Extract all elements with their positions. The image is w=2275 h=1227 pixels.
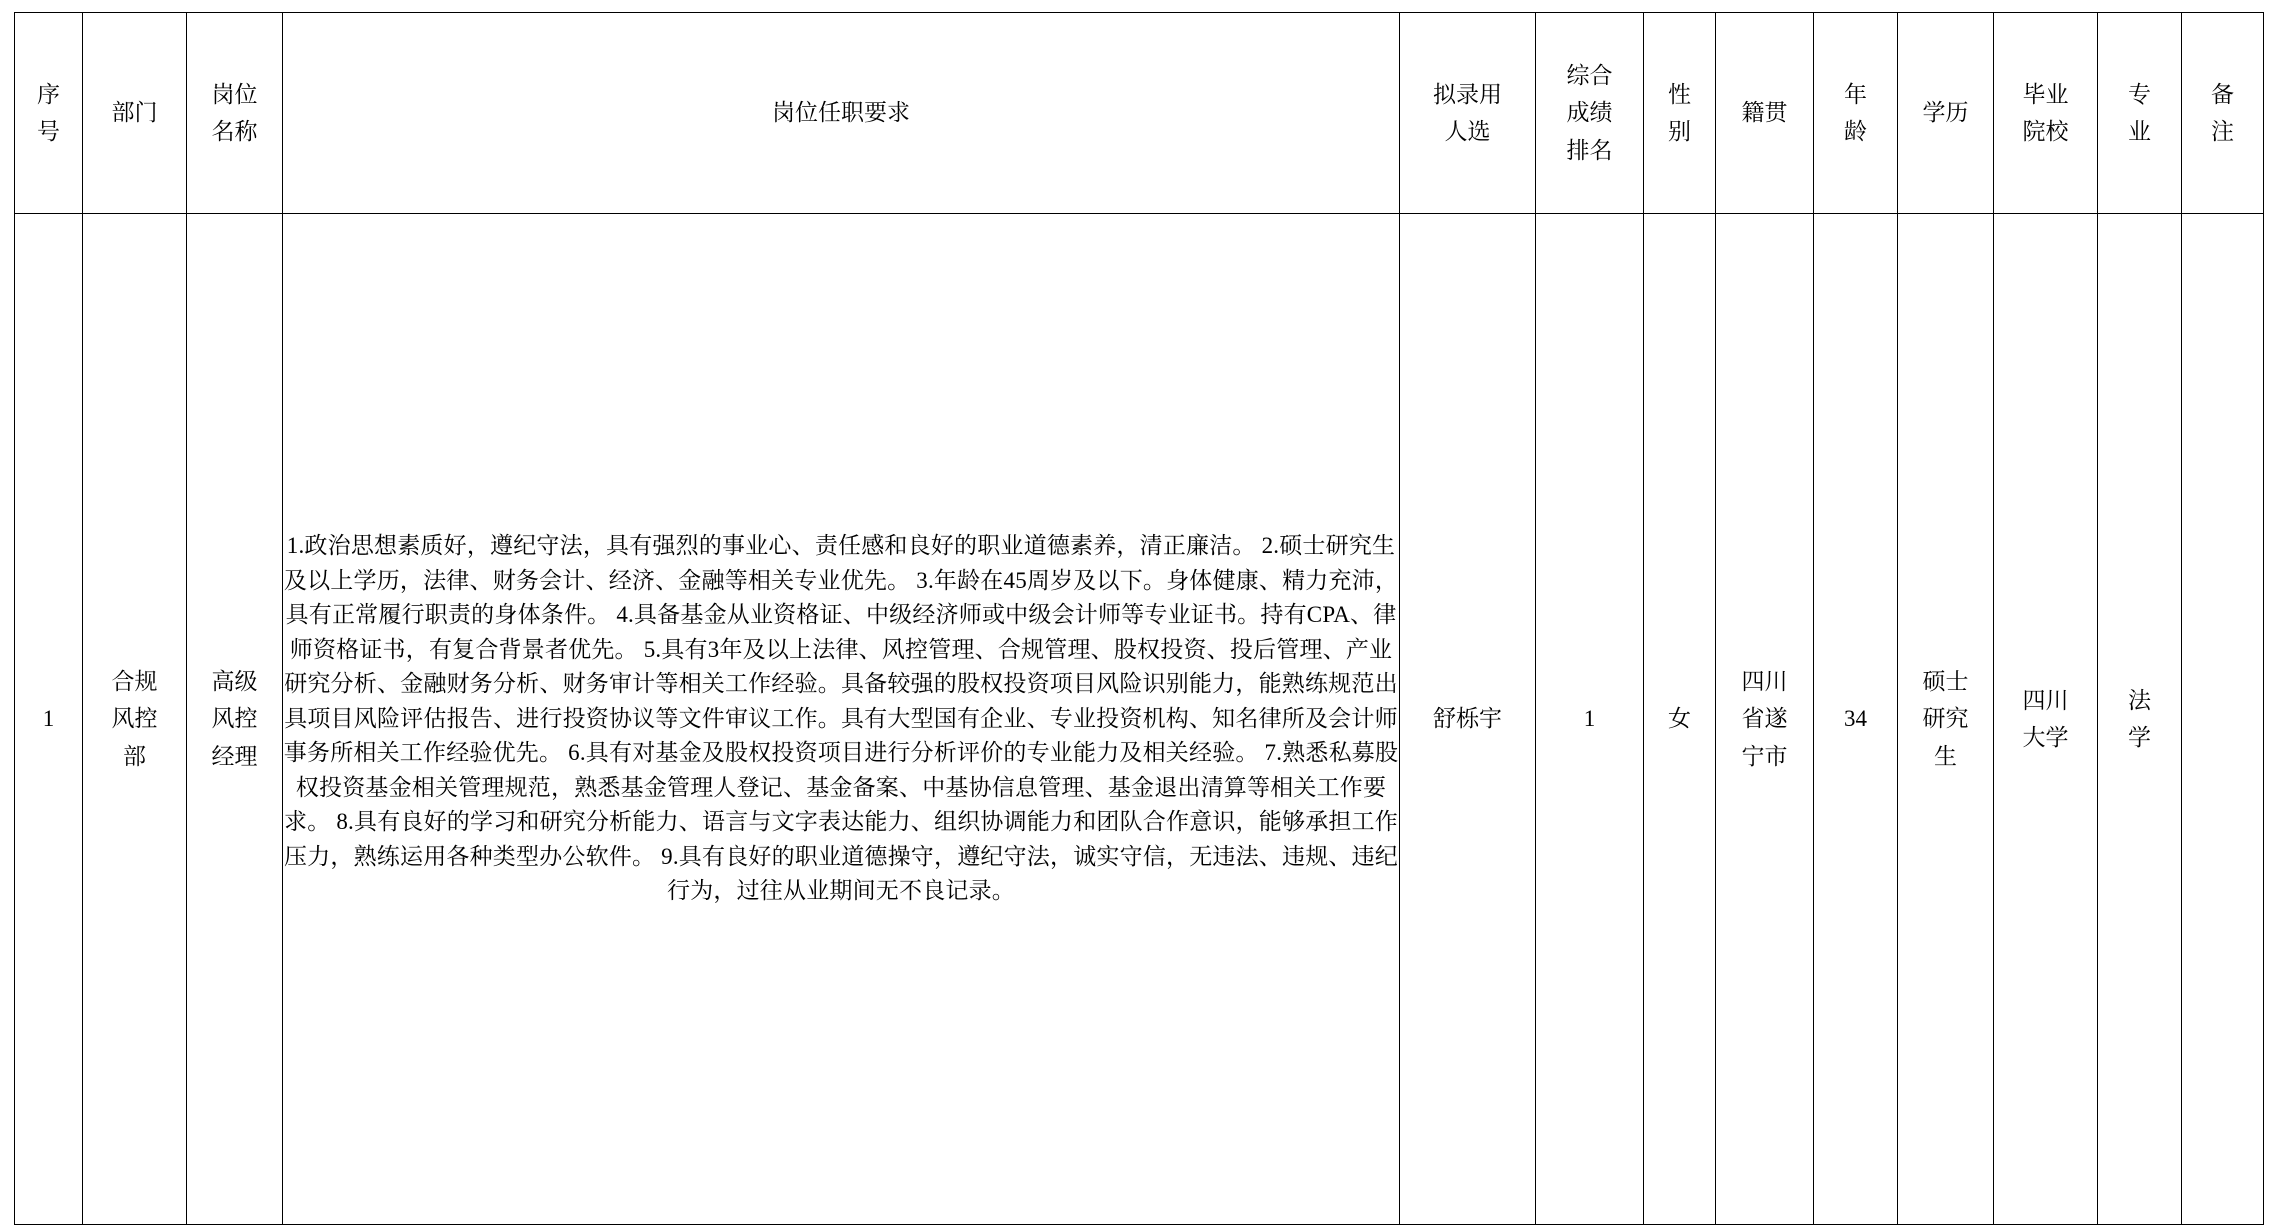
header-text: 序 [37, 81, 60, 107]
table-body [15, 214, 2264, 1225]
cell-text: 经理 [211, 743, 258, 769]
header-text: 岗位任职要求 [772, 100, 910, 126]
header-cell-post-name [187, 13, 283, 214]
header-cell-age [1814, 13, 1898, 214]
header-text: 业 [2128, 119, 2151, 144]
header-cell-education [1898, 13, 1994, 214]
header-text: 部门 [111, 100, 158, 126]
cell-text: 四川 [2022, 687, 2069, 713]
header-text: 名称 [211, 119, 258, 144]
cell-gender [1644, 214, 1716, 1225]
header-cell-gender [1644, 13, 1716, 214]
cell-text: 1 [1583, 705, 1596, 731]
cell-department [83, 214, 187, 1225]
cell-origin [1716, 214, 1814, 1225]
header-text: 人选 [1444, 119, 1491, 144]
header-text: 排名 [1566, 137, 1613, 163]
header-cell-candidate [1400, 13, 1536, 214]
header-text: 综合 [1566, 63, 1613, 89]
cell-text: 省遂 [1741, 706, 1788, 732]
table-row [15, 214, 2264, 1225]
header-text: 成绩 [1566, 100, 1613, 126]
cell-text: 女 [1668, 705, 1691, 731]
cell-text: 生 [1934, 743, 1957, 769]
cell-text: 学 [2128, 725, 2151, 750]
cell-text: 合规 [111, 669, 158, 695]
cell-text: 法 [2128, 687, 2151, 713]
header-cell-score-rank [1536, 13, 1644, 214]
header-row [15, 13, 2264, 214]
recruitment-table [14, 12, 2264, 1225]
cell-text: 高级 [211, 669, 258, 695]
header-text: 性 [1668, 81, 1691, 107]
cell-age [1814, 214, 1898, 1225]
header-cell-origin [1716, 13, 1814, 214]
header-text: 拟录用 [1433, 81, 1502, 107]
header-text: 专 [2128, 81, 2151, 107]
header-text: 号 [37, 119, 60, 144]
cell-post-requirements [283, 214, 1400, 1225]
cell-text: 舒栎宇 [1433, 705, 1502, 731]
cell-major [2098, 214, 2182, 1225]
cell-post-name [187, 214, 283, 1225]
requirements-text: 1.政治思想素质好，遵纪守法，具有强烈的事业心、责任感和良好的职业道德素养，清正廉洁。 2.硕士研究生及以上学历，法律、财务会计、经济、金融等相关专业优先。 3.年龄在45周岁及以下。身体健康、精力充沛，具有正常履行职责的身体条件。 4.具备基金从业资格证、中级经济师或中级会计师等专业证书。持有CPA、律师资格证书，有复合背景者优先。 5.具有3年及以上法律、风控管理、合规管理、股权投资、投后管理、产业研究分析、金融财务分析、财务审计等相关工作经验。具备较强的股权投资项目风险识别能力，能熟练规范出具项目风险评估报告、进行投资协议等文件审议工作。具有大型国有企业、专业投资机构、知名律所及会计师事务所相关工作经验优先。 6.具有对基金及股权投资项目进行分析评价的专业能力及相关经验。 7.熟悉私募股权投资基金相关管理规范，熟悉基金管理人登记、基金备案、中基协信息管理、基金退出清算等相关工作要求。 8.具有良好的学习和研究分析能力、语言与文字表达能力、组织协调能力和团队合作意识，能够承担工作压力，熟练运用各种类型办公软件。 9.具有良好的职业道德操守，遵纪守法，诚实守信，无违法、违规、违纪行为，过往从业期间无不良记录。 [283, 533, 1399, 904]
header-text: 学历 [1922, 100, 1969, 126]
cell-text: 研究 [1922, 706, 1969, 732]
header-text: 院校 [2022, 119, 2069, 144]
header-text: 别 [1668, 119, 1691, 144]
header-cell-school [1994, 13, 2098, 214]
cell-remark [2182, 214, 2264, 1225]
header-text: 龄 [1844, 119, 1867, 144]
cell-seq [15, 214, 83, 1225]
cell-text: 硕士 [1922, 669, 1969, 695]
header-cell-department [83, 13, 187, 214]
cell-text: 34 [1844, 705, 1867, 731]
cell-text: 风控 [211, 706, 258, 732]
header-cell-post-requirements [283, 13, 1400, 214]
cell-text: 部 [123, 743, 146, 769]
table-header [15, 13, 2264, 214]
header-cell-remark [2182, 13, 2264, 214]
header-text: 备 [2211, 81, 2234, 107]
cell-education [1898, 214, 1994, 1225]
cell-candidate [1400, 214, 1536, 1225]
header-cell-seq [15, 13, 83, 214]
cell-text: 大学 [2022, 725, 2069, 750]
cell-text: 风控 [111, 706, 158, 732]
header-text: 岗位 [211, 81, 258, 107]
header-text: 籍贯 [1741, 100, 1788, 126]
cell-school [1994, 214, 2098, 1225]
cell-text: 宁市 [1741, 743, 1788, 769]
header-text: 毕业 [2022, 81, 2069, 107]
header-text: 注 [2211, 119, 2234, 144]
cell-text: 1 [42, 705, 55, 731]
header-text: 年 [1844, 81, 1867, 107]
header-cell-major [2098, 13, 2182, 214]
cell-text: 四川 [1741, 669, 1788, 695]
cell-score-rank [1536, 214, 1644, 1225]
